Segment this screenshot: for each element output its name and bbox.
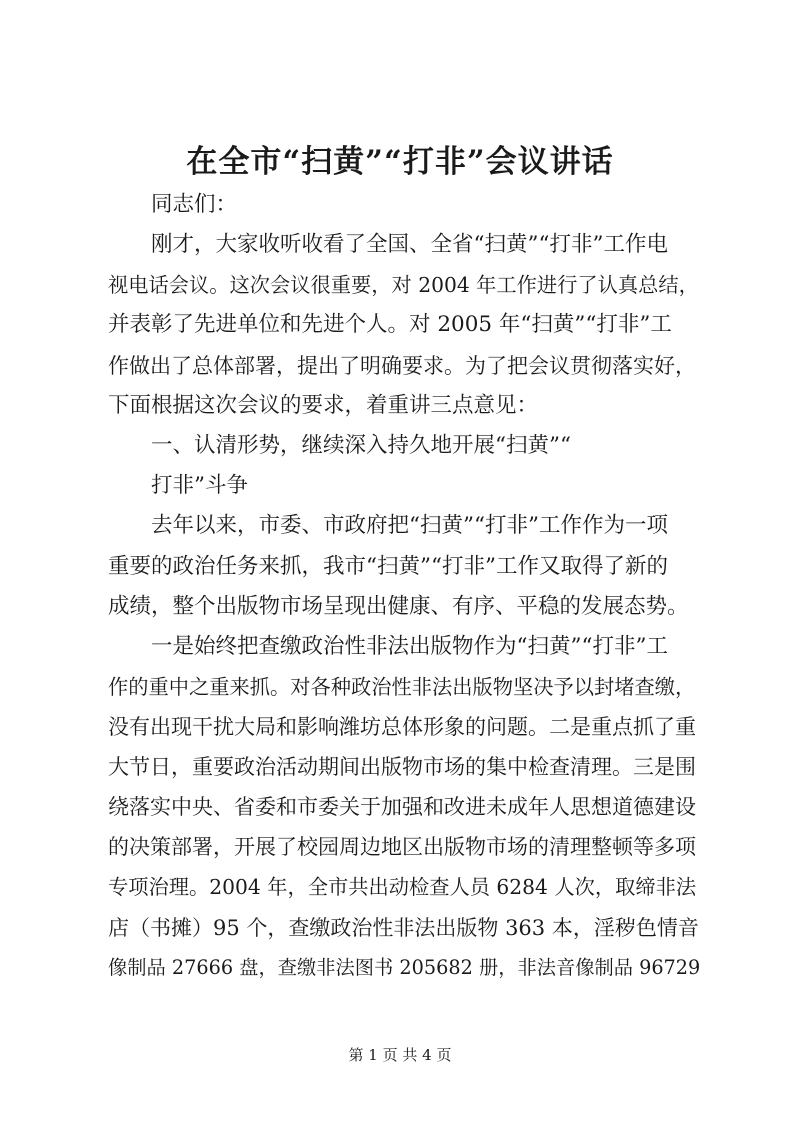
salutation-line: 同志们： [151,192,238,217]
page-number-footer: 第 1 页 共 4 页 [348,1046,452,1064]
body-line: 刚才，大家收听收看了全国、全省“扫黄”“打非”工作电 [151,232,668,257]
body-line: 并表彰了先进单位和先进个人。对 2005 年“扫黄”“打非”工 [108,312,672,337]
body-line: 的决策部署，开展了校园周边地区出版物市场的清理整顿等多项 [108,835,696,859]
section-heading-line: 打非”斗争 [151,473,248,498]
document-title: 在全市“扫黄”“打非”会议讲话 [186,144,614,180]
body-line: 去年以来，市委、市政府把“扫黄”“打非”工作作为一项 [151,513,668,538]
body-line: 成绩，整个出版物市场呈现出健康、有序、平稳的发展态势。 [108,594,689,619]
body-line: 重要的政治任务来抓，我市“扫黄”“打非”工作又取得了新的 [108,554,668,579]
section-heading-line: 一、认清形势，继续深入持久地开展“扫黄”“ [151,433,571,458]
body-line: 没有出现干扰大局和影响潍坊总体形象的问题。二是重点抓了重 [108,715,696,739]
body-line: 店（书摊）95 个，查缴政治性非法出版物 363 本，淫秽色情音 [108,916,699,940]
body-line: 下面根据这次会议的要求，着重讲三点意见： [108,393,539,418]
body-line: 像制品 27666 盘，查缴非法图书 205682 册，非法音像制品 96729 [108,956,701,979]
body-line: 作做出了总体部署，提出了明确要求。为了把会议贯彻落实好， [108,354,696,378]
body-line: 绕落实中央、省委和市委关于加强和改进未成年人思想道德建设 [108,795,696,819]
body-line: 专项治理。2004 年，全市共出动检查人员 6284 人次，取缔非法 [108,875,697,899]
body-line: 作的重中之重来抓。对各种政治性非法出版物坚决予以封堵查缴， [108,675,696,699]
body-line: 大节日，重要政治活动期间出版物市场的集中检查清理。三是围 [108,755,696,779]
body-line: 一是始终把查缴政治性非法出版物作为“扫黄”“打非”工 [151,634,668,659]
body-line: 视电话会议。这次会议很重要，对 2004 年工作进行了认真总结， [108,273,699,297]
